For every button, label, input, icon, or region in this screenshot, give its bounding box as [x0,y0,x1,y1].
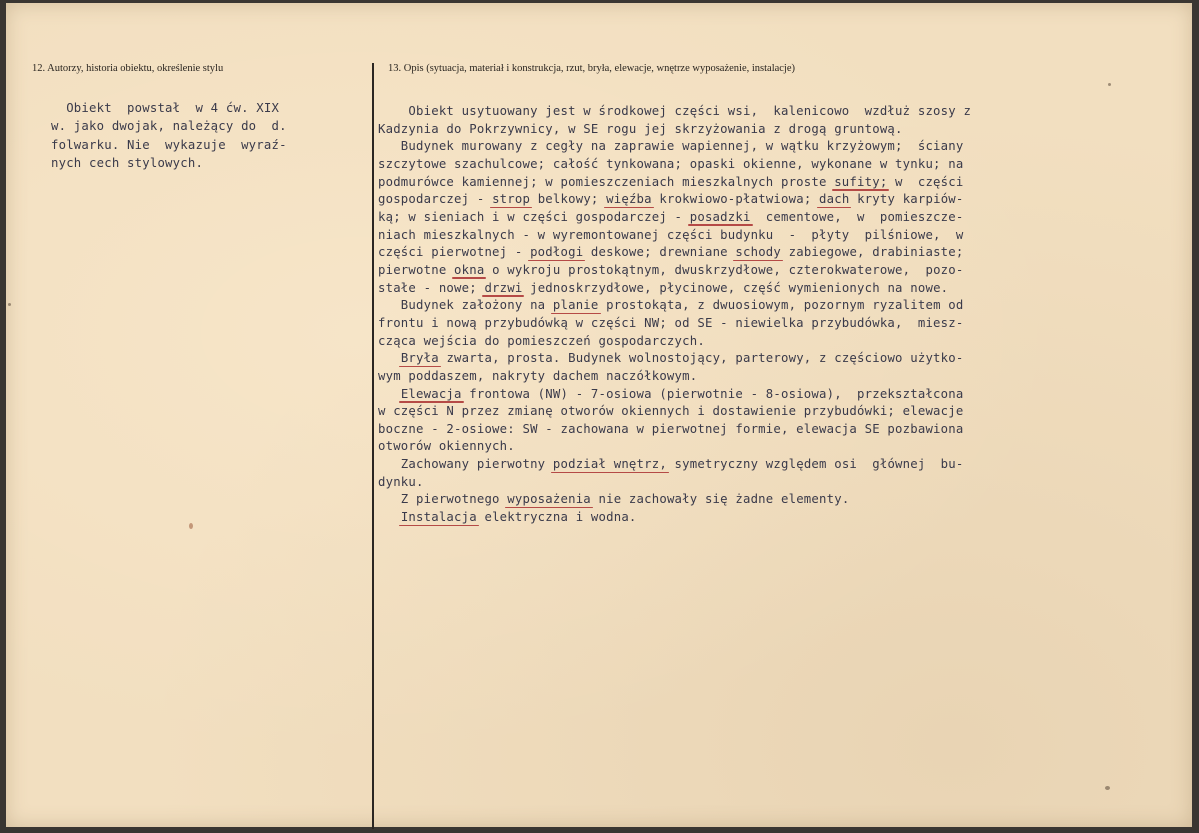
underlined-term: drzwi [484,280,523,295]
text-line: frontu i nową przybudówką w części NW; od SE - niewielka przybudówka, miesz- [378,315,964,330]
text-line: nych cech stylowych. [51,155,204,170]
text-line: Bryła zwarta, prosta. Budynek wolnostojący, parterowy, z częściowo użytko- [400,351,964,366]
underlined-term: podział wnętrz, [552,457,667,472]
text-line: otworów okiennych. [378,439,515,454]
authors-history-text [51,99,287,172]
text-line: boczne - 2-osiowe: SW - zachowana w pierwotnej formie, elewacja SE pozbawiona [378,421,964,436]
underlined-term: podłogi [530,245,584,260]
text-line: cząca wejścia do pomieszczeń gospodarczych. [378,333,705,348]
text-line: części pierwotnej - podłogi deskowe; drewniane schody zabiegowe, drabiniaste; [378,245,964,260]
underlined-term: Elewacja [400,386,462,401]
text-line: wym poddaszem, nakryty dachem naczółkowym. [378,368,698,383]
underlined-term: Instalacja [400,510,477,525]
text-line: Z pierwotnego wyposażenia nie zachowały się żadne elementy. [378,492,850,507]
underlined-term: więźba [606,192,652,207]
text-line: Obiekt usytuowany jest w środkowej części wsi, kalenicowo wzdłuż szosy z [378,104,972,118]
inventory-card [6,3,1192,827]
underlined-term: dach [819,192,850,207]
text-line: Budynek założony na planie prostokąta, z dwuosiowym, pozornym ryzalitem od [378,298,964,313]
text-line: stałe - nowe; drzwi jednoskrzydłowe, płycinowe, część wymienionych na nowe. [378,280,949,295]
underlined-term: Bryła [400,351,439,366]
text-line: w części N przez zmianę otworów okiennych i dostawienie przybudówki; elewacje [378,404,964,419]
text-line: w. jako dwojak, należący do d. [51,119,287,134]
text-line: pierwotne okna o wykroju prostokątnym, dwuskrzydłowe, czterokwaterowe, pozo- [378,262,964,277]
text-line: Zachowany pierwotny podział wnętrz, symetryczny względem osi głównej bu- [378,457,964,472]
underlined-term: strop [492,192,531,207]
text-line: gospodarczej - strop belkowy; więźba krokwiowo-płatwiowa; dach kryty karpiów- [378,192,964,207]
section-12-heading: 12. Autorzy, historia obiektu, określenie stylu [32,63,224,74]
description-text [378,103,971,527]
text-line: Elewacja frontowa (NW) - 7-osiowa (pierwotnie - 8-osiowa), przekształcona [400,386,964,401]
underlined-term: okna [454,262,485,277]
paper-speck [1105,786,1110,790]
underlined-term: wyposażenia [507,492,591,507]
text-line: dynku. [378,474,424,489]
text-line: Budynek murowany z cegły na zaprawie wapiennej, w wątku krzyżowym; ściany [378,139,964,154]
underlined-term: posadzki [689,209,751,224]
section-13-heading: 13. Opis (sytuacja, materiał i konstrukcja, rzut, bryła, elewacje, wnętrze wyposażenie, instalacje) [388,63,796,74]
text-line: folwarku. Nie wykazuje wyraź- [51,137,287,152]
text-line: podmurówce kamiennej; w pomieszczeniach mieszkalnych proste sufity; w części [378,174,964,189]
paper-speck [8,303,11,306]
text-line: szczytowe szachulcowe; całość tynkowana; opaski okienne, wykonane w tynku; na [378,156,964,171]
text-line: ką; w sieniach i w części gospodarczej - posadzki cementowe, w pomieszcze- [378,209,964,224]
column-divider [372,63,374,829]
underlined-term: sufity; [834,174,888,189]
paper-speck [189,523,193,529]
underlined-term: planie [552,298,599,313]
paper-speck [1108,83,1111,86]
text-line: niach mieszkalnych - w wyremontowanej części budynku - płyty pilśniowe, w [378,227,964,242]
text-line: Kadzynia do Pokrzywnicy, w SE rogu jej skrzyżowania z drogą gruntową. [378,121,903,136]
underlined-term: schody [735,245,782,260]
text-line: Instalacja elektryczna i wodna. [400,510,637,525]
text-line: Obiekt powstał w 4 ćw. XIX [51,101,280,115]
